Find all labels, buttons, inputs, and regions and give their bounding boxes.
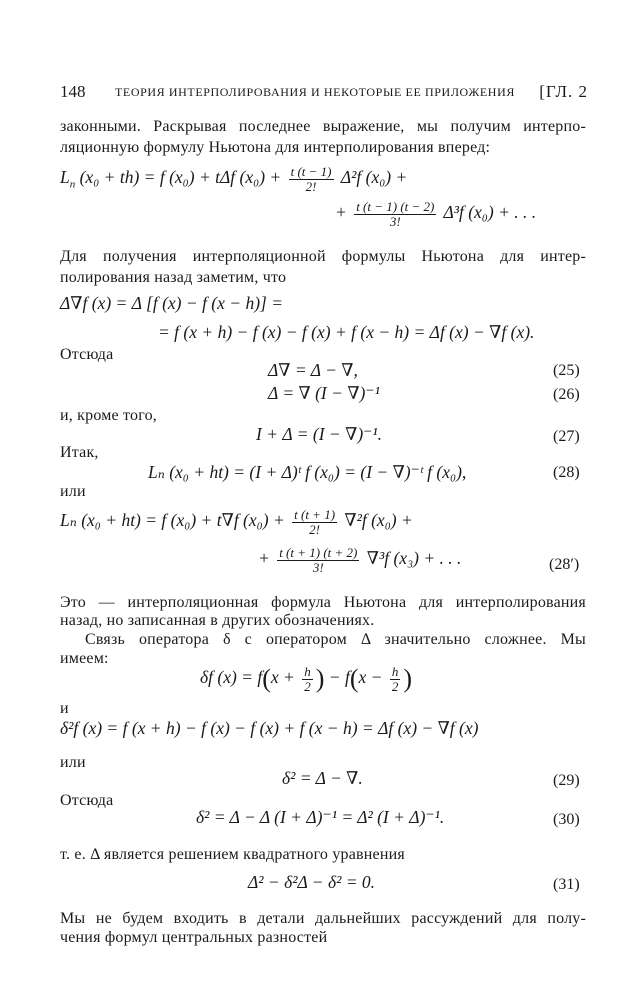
formula-text: (x₀ + th) = f (x₀) + tΔf (x₀) + — [79, 167, 282, 188]
formula-nabla-line2: = f (x + h) − f (x) − f (x) + f (x − h) = Δf (x) − ∇f (x). — [158, 322, 535, 342]
equation-number: (31) — [553, 876, 580, 893]
paragraph-line: Итак, — [60, 444, 99, 461]
paragraph-line: или — [60, 483, 86, 500]
formula-text: − f — [328, 667, 350, 688]
equation-number: (27) — [553, 428, 580, 445]
running-title: ТЕОРИЯ ИНТЕРПОЛИРОВАНИЯ И НЕКОТОРЫЕ ЕЕ ПРИЛОЖЕНИЯ — [115, 85, 515, 99]
fraction-denominator: 2! — [309, 521, 320, 537]
paragraph-line: Связь оператора δ с оператором Δ значительно сложнее. Мы — [85, 631, 586, 648]
equation-number: (28) — [553, 464, 580, 481]
equation-number: (30) — [553, 811, 580, 828]
fraction — [390, 665, 401, 693]
equation-30: δ² = Δ − Δ (I + Δ)⁻¹ = Δ² (I + Δ)⁻¹. — [196, 807, 445, 827]
paragraph-line: чения формул центральных разностей — [60, 929, 328, 946]
paragraph-line: имеем: — [60, 650, 109, 667]
paragraph-line: т. е. Δ является решением квадратного уравнения — [60, 846, 405, 863]
formula-text: Δ²f (x₀) + — [340, 167, 408, 188]
paragraph-line: назад, но записанная в других обозначениях. — [60, 612, 375, 629]
formula-newton-backward-line1 — [60, 508, 413, 536]
fraction — [289, 165, 334, 193]
formula-text: x − — [358, 667, 383, 688]
fraction — [277, 546, 359, 574]
formula-text: Δ³f (x₀) + . . . — [443, 202, 537, 223]
fraction-numerator: t (t + 1) — [294, 507, 336, 522]
formula-newton-backward-line2 — [258, 546, 461, 574]
formula-central-difference: δf (x) = f(x + $\frac{h}{2}$ ) − f(x − $\frac{h}{2}$ ) — [200, 663, 412, 694]
paragraph-line: Для получения интерполяционной формулы Ньютона для интер- — [60, 248, 586, 265]
paragraph-line: полирования назад заметим, что — [60, 269, 287, 286]
formula-delta-squared: δ²f (x) = f (x + h) − f (x) − f (x) + f (x − h) = Δf (x) − ∇f (x) — [60, 718, 479, 738]
equation-number: (28′) — [549, 556, 580, 573]
equation-26: Δ = ∇ (I − ∇)⁻¹ — [268, 383, 380, 403]
paragraph-line: законными. Раскрывая последнее выражение, мы получим интерпо- — [60, 118, 586, 135]
equation-27: I + Δ = (I − ∇)⁻¹. — [256, 424, 383, 444]
paragraph-line: Это — интерполяционная формула Ньютона для интерполирования — [60, 594, 586, 611]
fraction-denominator: 3! — [312, 559, 324, 575]
fraction-denominator: 2! — [305, 178, 317, 194]
fraction-denominator: 2 — [304, 678, 311, 694]
formula-text: + — [258, 548, 270, 569]
formula-text: + — [335, 202, 347, 223]
formula-text: δf (x) = f — [200, 667, 263, 688]
equation-number: (26) — [553, 386, 580, 403]
paragraph-line: ляционную формулу Ньютона для интерполирования вперед: — [60, 139, 491, 156]
fraction-numerator: h — [304, 663, 311, 679]
formula-newton-forward-line2 — [335, 200, 536, 228]
equation-number: (25) — [553, 362, 580, 379]
equation-31: Δ² − δ²Δ − δ² = 0. — [248, 872, 376, 892]
fraction-numerator: h — [391, 663, 399, 679]
formula-newton-forward-line1: $L_n$ (x₀ + th) = f (x₀) + tΔf (x₀) + $\frac{t (t - 1)}{2!}$ Δ²f (x₀) + — [60, 164, 408, 194]
paragraph-line: и, кроме того, — [60, 407, 158, 424]
equation-29: δ² = Δ − ∇. — [282, 768, 363, 788]
paragraph-line: и — [60, 700, 69, 717]
fraction-numerator: t (t − 1) (t − 2) — [356, 199, 435, 214]
fraction-numerator: t (t + 1) (t + 2) — [279, 545, 358, 560]
fraction — [292, 508, 337, 536]
fraction — [302, 665, 313, 693]
formula-text: L — [60, 167, 70, 188]
formula-text: Lₙ (x₀ + ht) = f (x₀) + t∇f (x₀) + — [60, 510, 285, 531]
fraction-denominator: 2 — [391, 678, 399, 694]
formula-nabla-line1: Δ∇f (x) = Δ [f (x) − f (x − h)] = — [60, 293, 284, 313]
formula-text: ∇²f (x₀) + — [344, 510, 413, 531]
fraction-numerator: t (t − 1) — [290, 164, 332, 179]
chapter-label: [ГЛ. 2 — [539, 82, 588, 101]
paragraph-line: Мы не будем входить в детали дальнейших рассуждений для полу- — [60, 910, 586, 927]
paragraph-line: или — [60, 754, 86, 771]
fraction — [354, 200, 436, 228]
equation-28: Lₙ (x₀ + ht) = (I + Δ)ᵗ f (x₀) = (I − ∇)⁻ᵗ f (x₀), — [148, 462, 467, 482]
formula-text: ∇³f (x₃) + . . . — [366, 548, 462, 569]
fraction-denominator: 3! — [389, 213, 401, 229]
formula-text: x + — [270, 667, 295, 688]
paragraph-line: Отсюда — [60, 346, 114, 363]
equation-25: Δ∇ = Δ − ∇, — [268, 360, 358, 380]
page-number: 148 — [60, 82, 86, 101]
paragraph-line: Отсюда — [60, 792, 114, 809]
equation-number: (29) — [553, 772, 580, 789]
